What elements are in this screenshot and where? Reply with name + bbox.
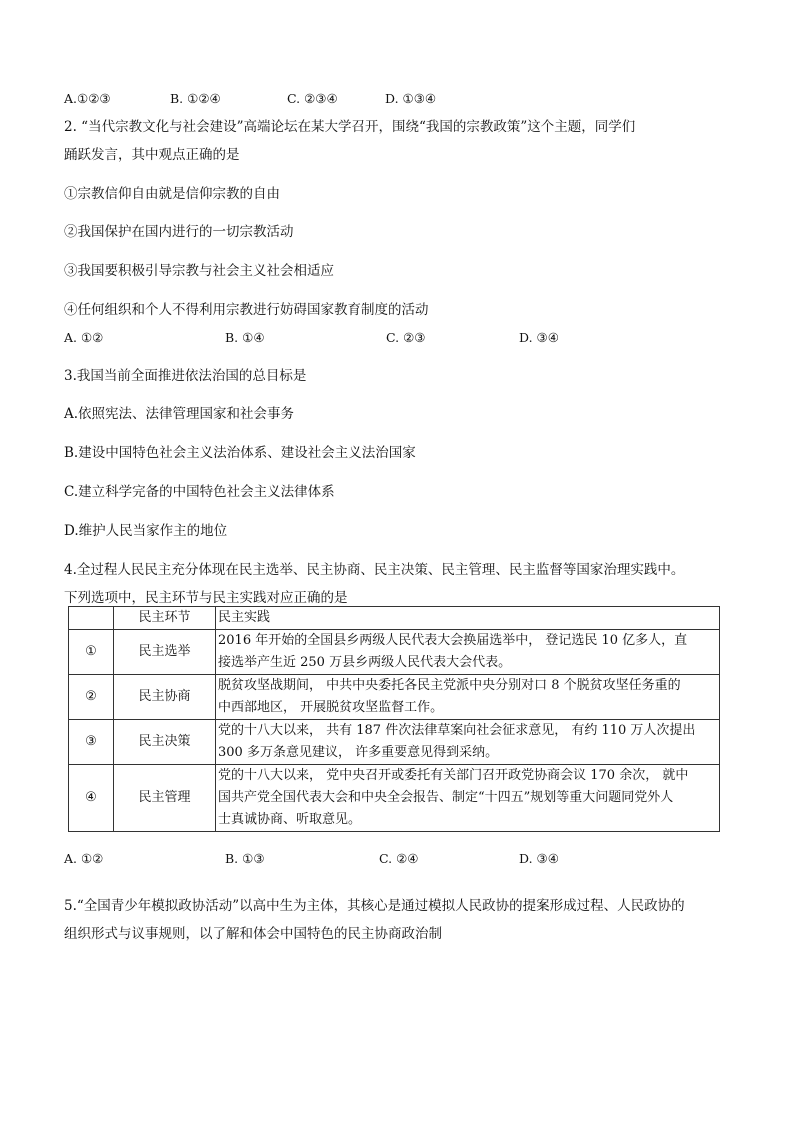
table-header-row <box>69 607 720 630</box>
q1-option-b: B. ①②④ <box>170 91 221 106</box>
democracy-practice <box>216 675 720 720</box>
q1-option-d: D. ①③④ <box>385 91 437 106</box>
row-number: ③ <box>69 720 114 765</box>
q2-option-a: A. ①② <box>64 330 104 345</box>
practice-line: 党的十八大以来， 党中央召开或委托有关部门召开政党协商会议 170 余次， 就中 <box>218 768 689 783</box>
democracy-practice <box>216 720 720 765</box>
q5-stem-line1: 5.“全国青少年模拟政协活动”以高中生为主体，其核心是通过模拟人民政协的提案形成过程、人民政协的 <box>64 898 685 914</box>
q3-option-d: D.维护人民当家作主的地位 <box>64 523 228 539</box>
table-header-cell <box>69 607 114 630</box>
q3-option-c: C.建立科学完备的中国特色社会主义法律体系 <box>64 484 335 500</box>
q2-statement-2: ②我国保护在国内进行的一切宗教活动 <box>64 224 294 240</box>
q1-option-a: A.①②③ <box>64 91 111 106</box>
q2-stem-line1: 2. “当代宗教文化与社会建设”高端论坛在某大学召开，围绕“我国的宗教政策”这个主题，同学们 <box>64 119 636 135</box>
row-number: ② <box>69 675 114 720</box>
democracy-practice <box>216 630 720 675</box>
row-number: ① <box>69 630 114 675</box>
q2-stem-line2: 踊跃发言，其中观点正确的是 <box>64 147 240 163</box>
q4-option-c: C. ②④ <box>379 851 419 866</box>
q2-option-b: B. ①④ <box>225 330 265 345</box>
q3-option-a: A.依照宪法、法律管理国家和社会事务 <box>64 406 295 422</box>
q4-stem-line2: 下列选项中，民主环节与民主实践对应正确的是 <box>64 590 348 606</box>
democracy-link: 民主选举 <box>114 630 216 675</box>
q2-option-c: C. ②③ <box>386 330 426 345</box>
q2-statement-3: ③我国要积极引导宗教与社会主义社会相适应 <box>64 263 334 279</box>
democracy-practice <box>216 765 720 832</box>
q2-statement-4: ④任何组织和个人不得利用宗教进行妨碍国家教育制度的活动 <box>64 302 429 318</box>
practice-line: 脱贫攻坚战期间， 中共中央委托各民主党派中央分别对口 8 个脱贫攻坚任务重的 <box>218 678 681 693</box>
table-row <box>69 630 720 675</box>
democracy-link: 民主管理 <box>114 765 216 832</box>
q3-stem: 3.我国当前全面推进依法治国的总目标是 <box>64 368 307 384</box>
q5-stem-line2: 组织形式与议事规则，以了解和体会中国特色的民主协商政治制 <box>64 926 442 942</box>
q4-option-a: A. ①② <box>64 851 104 866</box>
practice-line: 中西部地区， 开展脱贫攻坚监督工作。 <box>218 700 444 715</box>
practice-line: 党的十八大以来， 共有 187 件次法律草案向社会征求意见， 有约 110 万人次提出 <box>218 723 696 738</box>
practice-line: 士真诚协商、听取意见。 <box>218 812 362 827</box>
q2-statement-1: ①宗教信仰自由就是信仰宗教的自由 <box>64 186 280 202</box>
table-row <box>69 720 720 765</box>
q4-table <box>68 606 720 832</box>
q2-option-d: D. ③④ <box>519 330 559 345</box>
table-row <box>69 765 720 832</box>
q4-stem-line1: 4.全过程人民民主充分体现在民主选举、民主协商、民主决策、民主管理、民主监督等国家治理实践中。 <box>64 562 685 578</box>
table-row <box>69 675 720 720</box>
democracy-link: 民主协商 <box>114 675 216 720</box>
q4-option-b: B. ①③ <box>225 851 265 866</box>
table-header-cell: 民主实践 <box>216 607 720 630</box>
table-header-cell: 民主环节 <box>114 607 216 630</box>
row-number: ④ <box>69 765 114 832</box>
practice-line: 国共产党全国代表大会和中央全会报告、制定“十四五”规划等重大问题同党外人 <box>218 790 674 805</box>
democracy-link: 民主决策 <box>114 720 216 765</box>
practice-line: 接选举产生近 250 万县乡两级人民代表大会代表。 <box>218 655 512 670</box>
q3-option-b: B.建设中国特色社会主义法治体系、建设社会主义法治国家 <box>64 445 416 461</box>
q1-option-c: C. ②③④ <box>287 91 338 106</box>
practice-line: 300 多万条意见建议， 许多重要意见得到采纳。 <box>218 745 499 760</box>
practice-line: 2016 年开始的全国县乡两级人民代表大会换届选举中， 登记选民 10 亿多人，直 <box>218 633 688 648</box>
q4-option-d: D. ③④ <box>519 851 559 866</box>
